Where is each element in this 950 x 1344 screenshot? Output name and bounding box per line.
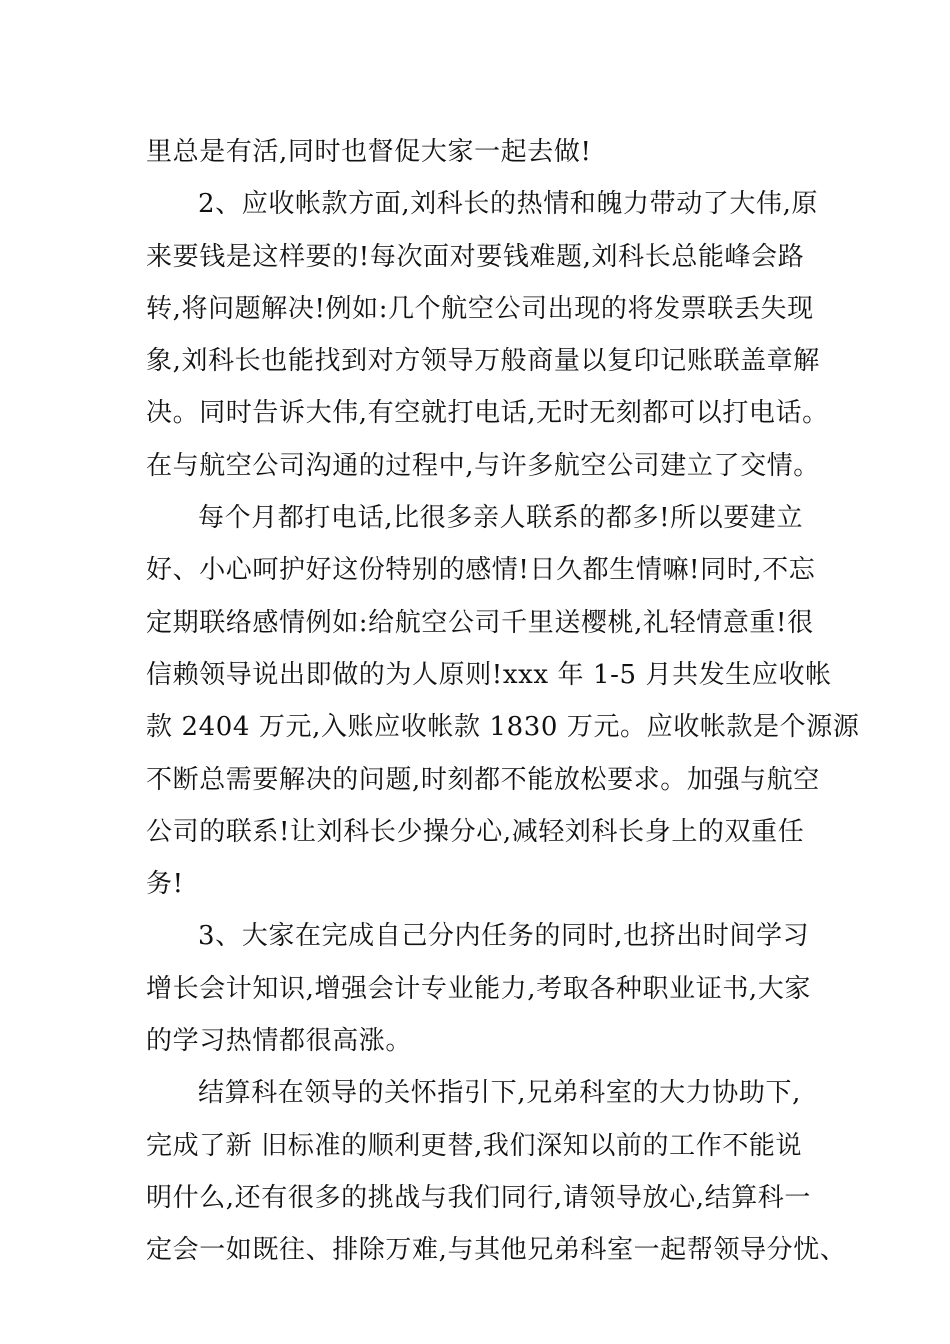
- text-line: 信赖领导说出即做的为人原则!xxx 年 1-5 月共发生应收帐: [146, 659, 832, 690]
- text-line: 完成了新 旧标准的顺利更替,我们深知以前的工作不能说: [146, 1130, 803, 1161]
- text-line: 明什么,还有很多的挑战与我们同行,请领导放心,结算科一: [146, 1182, 811, 1213]
- text-line: 不断总需要解决的问题,时刻都不能放松要求。加强与航空: [146, 764, 820, 795]
- text-line: 好、小心呵护好这份特别的感情!日久都生情嘛!同时,不忘: [146, 555, 816, 586]
- text-line: 公司的联系!让刘科长少操分心,减轻刘科长身上的双重任: [146, 816, 805, 847]
- text-line: 里总是有活,同时也督促大家一起去做!: [146, 137, 592, 167]
- text-line: 务!: [146, 869, 184, 900]
- text-line: 定会一如既往、排除万难,与其他兄弟科室一起帮领导分忧、: [146, 1235, 847, 1266]
- text-line: 定期联络感情例如:给航空公司千里送樱桃,礼轻情意重!很: [146, 607, 814, 638]
- text-line: 款 2404 万元,入账应收帐款 1830 万元。应收帐款是个源源: [146, 712, 860, 743]
- text-line: 结算科在领导的关怀指引下,兄弟科室的大力协助下,: [198, 1078, 801, 1109]
- text-line: 每个月都打电话,比很多亲人联系的都多!所以要建立: [198, 503, 804, 534]
- text-line: 转,将问题解决!例如:几个航空公司出现的将发票联丢失现: [146, 293, 814, 324]
- text-line: 决。同时告诉大伟,有空就打电话,无时无刻都可以打电话。: [146, 398, 829, 429]
- text-line: 象,刘科长也能找到对方领导万般商量以复印记账联盖章解: [146, 346, 820, 377]
- text-line: 的学习热情都很高涨。: [146, 1026, 413, 1057]
- text-line: 2、应收帐款方面,刘科长的热情和魄力带动了大伟,原: [198, 189, 819, 220]
- text-line: 增长会计知识,增强会计专业能力,考取各种职业证书,大家: [146, 973, 811, 1004]
- text-line: 在与航空公司沟通的过程中,与许多航空公司建立了交情。: [146, 450, 820, 481]
- text-line: 3、大家在完成自己分内任务的同时,也挤出时间学习: [198, 921, 810, 952]
- text-line: 来要钱是这样要的!每次面对要钱难题,刘科长总能峰会路: [146, 241, 805, 272]
- document-body: [146, 126, 860, 1277]
